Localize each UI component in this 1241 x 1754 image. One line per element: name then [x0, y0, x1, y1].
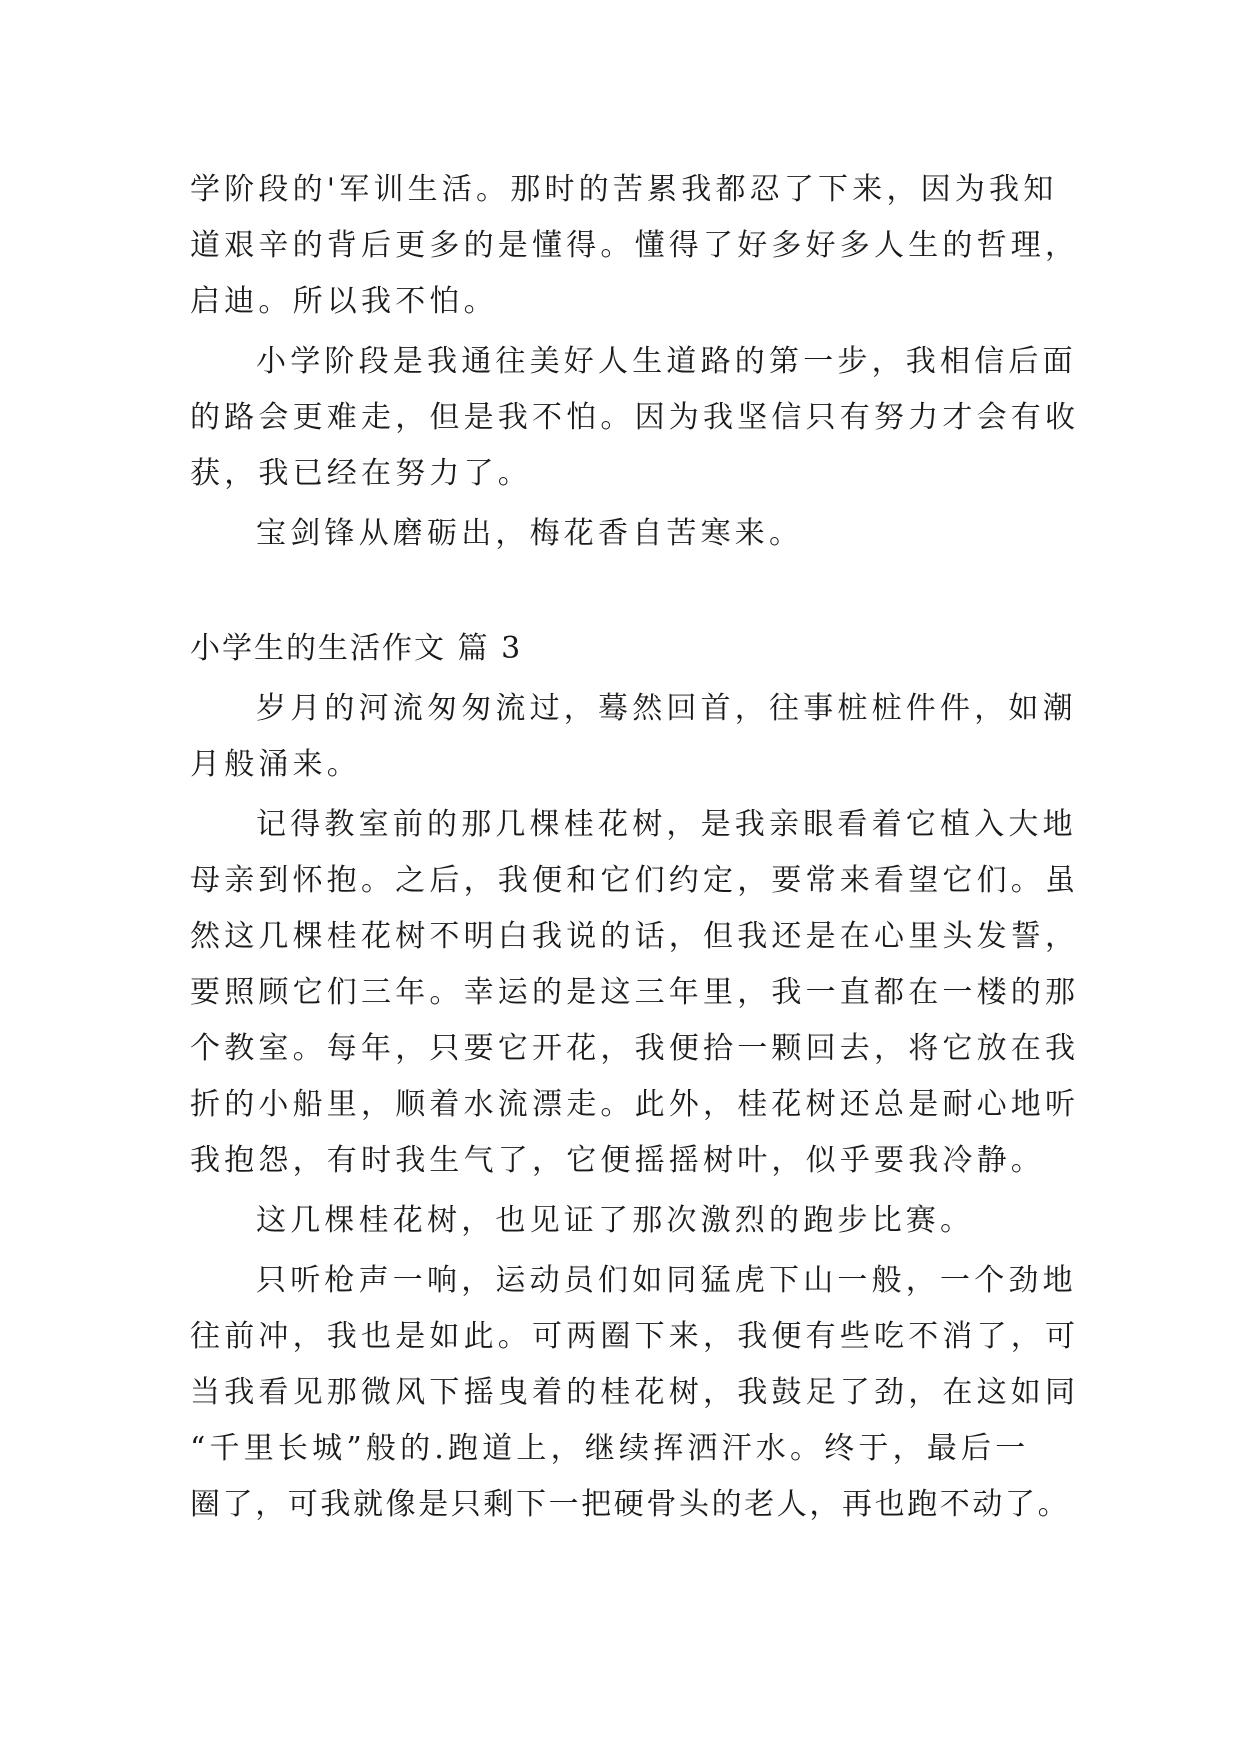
paragraph-line: 的路会更难走，但是我不怕。因为我坚信只有努力才会有收 — [190, 400, 1080, 435]
paragraph-line: 母亲到怀抱。之后，我便和它们约定，要常来看望它们。虽 — [190, 863, 1080, 898]
paragraph-line: 圈了，可我就像是只剩下一把硬骨头的老人，再也跑不动了。 — [190, 1487, 1071, 1522]
paragraph-line: 记得教室前的那几棵桂花树，是我亲眼看着它植入大地 — [256, 807, 1077, 842]
paragraph-line: 然这几棵桂花树不明白我说的话，但我还是在心里头发誓， — [190, 919, 1080, 954]
paragraph-line: 我抱怨，有时我生气了，它便摇摇树叶，似乎要我冷静。 — [190, 1143, 1045, 1178]
paragraph-line: 宝剑锋从磨砺出，梅花香自苦寒来。 — [256, 516, 804, 551]
paragraph-line: 小学阶段是我通往美好人生道路的第一步，我相信后面 — [256, 344, 1077, 379]
paragraph-line: 当我看见那微风下摇曳着的桂花树，我鼓足了劲，在这如同 — [190, 1375, 1080, 1410]
paragraph-line: 学阶段的'军训生活。那时的苦累我都忍了下来，因为我知 — [190, 172, 1058, 207]
paragraph-line: 折的小船里，顺着水流漂走。此外，桂花树还总是耐心地听 — [190, 1087, 1080, 1122]
paragraph-line: 只听枪声一响，运动员们如同猛虎下山一般，一个劲地 — [256, 1263, 1077, 1298]
paragraph-line: 获，我已经在努力了。 — [190, 456, 532, 491]
paragraph-line: 个教室。每年，只要它开花，我便拾一颗回去，将它放在我 — [190, 1031, 1080, 1066]
paragraph-line: 道艰辛的背后更多的是懂得。懂得了好多好多人生的哲理， — [190, 228, 1080, 263]
paragraph-line: 月般涌来。 — [190, 747, 361, 782]
section-heading: 小学生的生活作文 篇 3 — [190, 631, 523, 666]
paragraph-line: 启迪。所以我不怕。 — [190, 284, 498, 319]
paragraph-line: 这几棵桂花树，也见证了那次激烈的跑步比赛。 — [256, 1203, 975, 1238]
paragraph-line: “千里长城”般的.跑道上，继续挥洒汗水。终于，最后一 — [190, 1431, 1030, 1466]
paragraph-line: 要照顾它们三年。幸运的是这三年里，我一直都在一楼的那 — [190, 975, 1080, 1010]
paragraph-line: 岁月的河流匆匆流过，蓦然回首，往事桩桩件件，如潮 — [256, 691, 1077, 726]
paragraph-line: 往前冲，我也是如此。可两圈下来，我便有些吃不消了，可 — [190, 1319, 1080, 1354]
